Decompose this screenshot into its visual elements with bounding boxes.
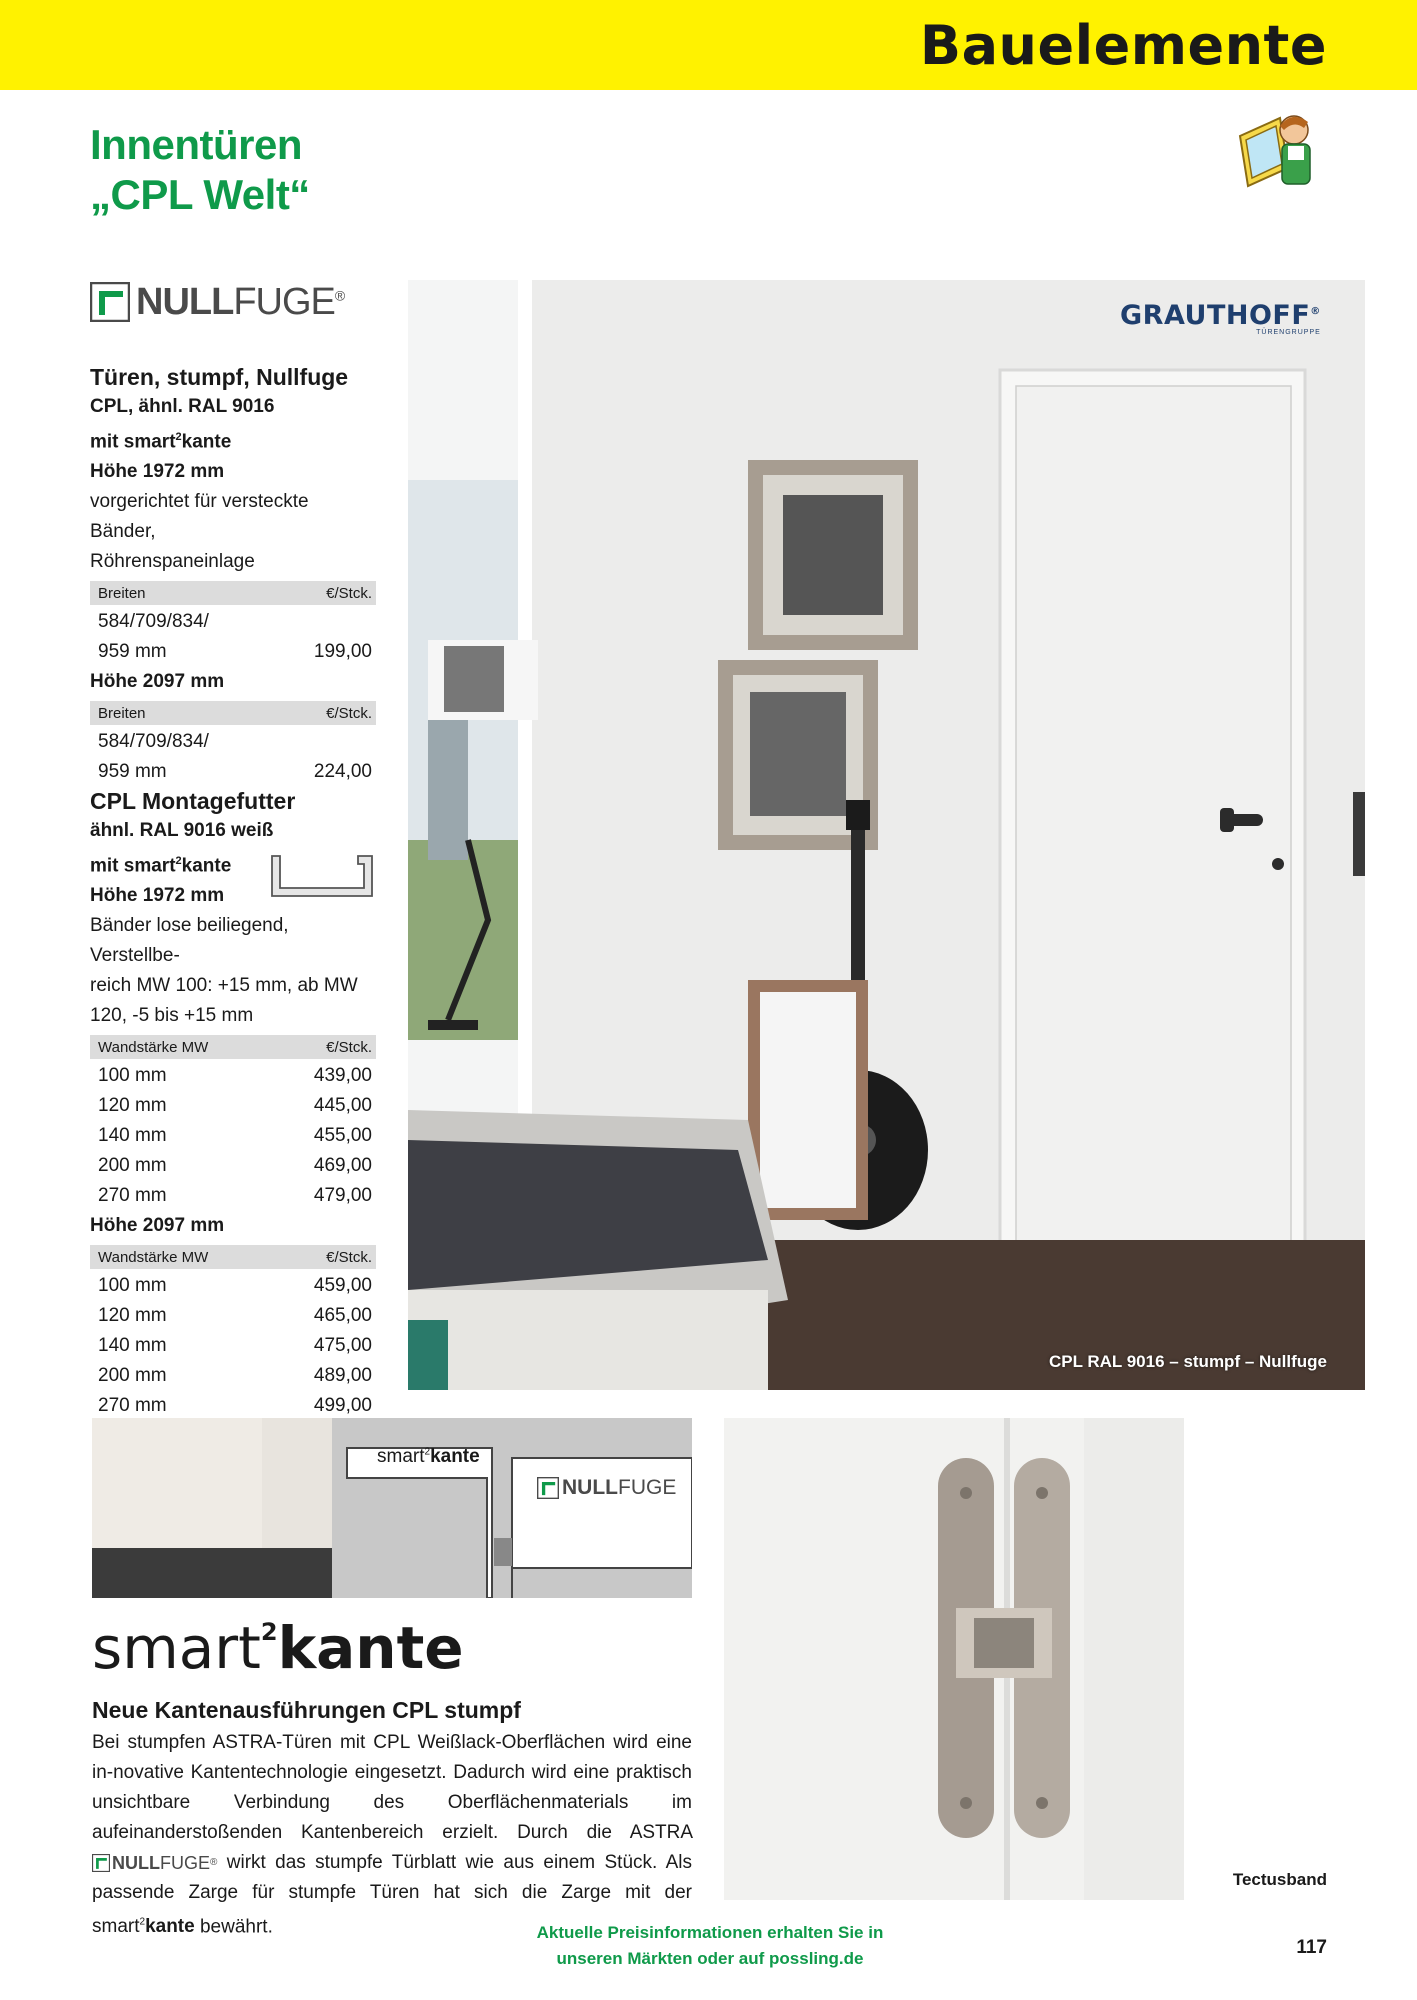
table-row <box>90 1061 376 1091</box>
futter-title: CPL Montagefutter <box>90 788 296 814</box>
nullfuge-mark-icon <box>90 282 130 322</box>
nullfuge-mark-icon <box>92 1854 110 1872</box>
doors-line-2 <box>90 422 376 457</box>
hinge-caption: Tectusband <box>1232 1870 1327 1889</box>
wall-thickness-value: 270 mm <box>98 1185 167 1207</box>
photo-caption: CPL RAL 9016 – stumpf – Nullfuge <box>1048 1352 1327 1371</box>
doors-line-4: vorgerichtet für versteckte Bänder, <box>90 491 309 543</box>
col-wandstaerke: Wandstärke MW <box>98 1038 209 1056</box>
price-value: 455,00 <box>313 1125 372 1147</box>
sk-paragraph-3: bewährt. <box>199 1916 273 1938</box>
sk-logo-sup: 2 <box>260 1618 278 1646</box>
room-scene-illustration <box>408 280 1365 1390</box>
price-value: 479,00 <box>313 1185 372 1207</box>
price-value: 499,00 <box>313 1395 372 1417</box>
table-row <box>90 1271 376 1301</box>
grauthoff-brand: GRAUTHOFF <box>1120 300 1311 331</box>
width-value: 959 mm <box>98 761 167 783</box>
wall-thickness-value: 100 mm <box>98 1065 167 1087</box>
col-breiten: Breiten <box>98 584 146 602</box>
futter-line-4: Bänder lose beiliegend, Verstellbe- <box>90 915 289 967</box>
table-row <box>90 1301 376 1331</box>
smartkante-body <box>92 1728 692 1942</box>
tectus-hinge-illustration <box>724 1418 1184 1900</box>
price-value: 439,00 <box>313 1065 372 1087</box>
wall-thickness-value: 120 mm <box>98 1305 167 1327</box>
price-value: 445,00 <box>313 1095 372 1117</box>
nullfuge-wordmark <box>136 281 344 324</box>
doors-line-1: CPL, ähnl. RAL 9016 <box>90 396 275 417</box>
width-value: 584/709/834/ <box>98 611 209 633</box>
width-value: 959 mm <box>98 641 167 663</box>
edge-label-pre: smart <box>377 1446 425 1467</box>
section-title: Bauelemente <box>919 14 1327 77</box>
inline-nullfuge-logo <box>92 1848 217 1878</box>
edge-smartkante-label <box>377 1446 480 1468</box>
doors-table1-header <box>90 581 376 605</box>
price-value: 469,00 <box>313 1155 372 1177</box>
inline-sk-pre: smart <box>92 1916 140 1938</box>
table-row <box>90 1391 376 1421</box>
nullfuge-reg: ® <box>334 286 345 303</box>
nullfuge-mark-icon <box>537 1477 559 1499</box>
price-value: 224,00 <box>313 761 372 783</box>
futter-l2-post: kante <box>181 855 232 877</box>
table-row <box>90 1181 376 1211</box>
edge-nf-bold: NULL <box>562 1476 618 1499</box>
table-row <box>90 757 376 787</box>
futter-l2-sup: 2 <box>175 855 182 867</box>
futter-line-1: ähnl. RAL 9016 weiß <box>90 820 274 841</box>
wall-thickness-value: 100 mm <box>98 1275 167 1297</box>
wall-thickness-value: 200 mm <box>98 1365 167 1387</box>
edge-label-post: kante <box>430 1446 480 1467</box>
sk-paragraph-2: wirkt das stumpfe Türblatt wie aus einem Stück. Als passende Zarge für stumpfe Türen hat sich die Zarge mit der <box>92 1852 692 1904</box>
room-photo <box>408 280 1365 1390</box>
futter-line-3: Höhe 1972 mm <box>90 885 225 907</box>
doors-height-2: Höhe 2097 mm <box>90 671 225 693</box>
grauthoff-name <box>1120 300 1321 331</box>
footer-line-2: unseren Märkten oder auf possling.de <box>556 1949 864 1968</box>
grauthoff-reg: ® <box>1310 306 1321 317</box>
table-row <box>90 727 376 757</box>
wall-thickness-value: 120 mm <box>98 1095 167 1117</box>
edge-label-sup: 2 <box>424 1446 431 1458</box>
inline-nf-reg: ® <box>210 1857 218 1868</box>
grauthoff-sub: TÜRENGRUPPE <box>1256 329 1321 336</box>
doors-title: Türen, stumpf, Nullfuge <box>90 364 349 390</box>
col-price: €/Stck. <box>326 704 372 722</box>
inline-sk-post: kante <box>145 1916 195 1938</box>
table-row <box>90 1121 376 1151</box>
price-value: 475,00 <box>313 1335 372 1357</box>
futter-line-6: 120, -5 bis +15 mm <box>90 1005 254 1027</box>
doors-l2-pre: mit smart <box>90 431 176 453</box>
doors-l2-post: kante <box>181 431 232 453</box>
sk-paragraph-1: Bei stumpfen ASTRA-Türen mit CPL Weißlack-Oberflächen wird eine in-novative Kantentechnologie eingesetzt. Dadurch wird eine praktisch unsichtbare Verbindung des Oberflächenmaterials im aufeinanderstoßenden Kantenbereich erzielt. Durch die ASTRA <box>92 1732 692 1843</box>
craftsman-mascot-icon <box>1232 106 1324 192</box>
futter-table1-header <box>90 1035 376 1059</box>
page-title-line-2: „CPL Welt“ <box>90 171 310 218</box>
edge-nullfuge-logo <box>537 1476 676 1500</box>
edge-diagram <box>92 1418 692 1598</box>
nullfuge-light: FUGE <box>233 280 335 323</box>
smartkante-title: Neue Kantenausführungen CPL stumpf <box>92 1697 521 1723</box>
inline-nf-light: FUGE <box>160 1853 211 1873</box>
futter-line-5: reich MW 100: +15 mm, ab MW <box>90 975 358 997</box>
montagefutter-profile-icon <box>268 852 378 904</box>
hinge-photo <box>724 1418 1184 1900</box>
width-value: 584/709/834/ <box>98 731 209 753</box>
col-wandstaerke: Wandstärke MW <box>98 1248 209 1266</box>
footer-line-1: Aktuelle Preisinformationen erhalten Sie in <box>536 1923 884 1942</box>
futter-l2-pre: mit smart <box>90 855 176 877</box>
price-value: 489,00 <box>313 1365 372 1387</box>
col-price: €/Stck. <box>326 1038 372 1056</box>
nullfuge-bold: NULL <box>136 280 234 323</box>
col-price: €/Stck. <box>326 584 372 602</box>
smartkante-logo <box>92 1614 464 1682</box>
doors-line-5: Röhrenspaneinlage <box>90 551 255 573</box>
doors-table2-header <box>90 701 376 725</box>
futter-height-2: Höhe 2097 mm <box>90 1215 225 1237</box>
inline-nf-bold: NULL <box>112 1853 160 1873</box>
inline-sk-sup: 2 <box>139 1917 146 1929</box>
wall-thickness-value: 200 mm <box>98 1155 167 1177</box>
page-title <box>90 120 310 220</box>
wall-thickness-value: 140 mm <box>98 1335 167 1357</box>
inline-smartkante <box>92 1916 195 1937</box>
page-number: 117 <box>1296 1937 1327 1958</box>
doors-line-3: Höhe 1972 mm <box>90 461 225 483</box>
wall-thickness-value: 270 mm <box>98 1395 167 1417</box>
futter-table2-body <box>90 1271 376 1421</box>
doors-section <box>90 362 376 787</box>
price-value: 459,00 <box>313 1275 372 1297</box>
table-row <box>90 1151 376 1181</box>
price-value: 199,00 <box>313 641 372 663</box>
col-breiten: Breiten <box>98 704 146 722</box>
edge-nf-light: FUGE <box>618 1476 677 1499</box>
sk-logo-pre: smart <box>92 1614 261 1682</box>
table-row <box>90 1361 376 1391</box>
edge-diagram-illustration <box>92 1418 692 1598</box>
price-value: 465,00 <box>313 1305 372 1327</box>
table-row <box>90 637 376 667</box>
footer-note <box>480 1920 940 1972</box>
page-title-line-1: Innentüren <box>90 121 302 168</box>
futter-table2-header <box>90 1245 376 1269</box>
table-row <box>90 1091 376 1121</box>
futter-table1-body <box>90 1061 376 1211</box>
col-price: €/Stck. <box>326 1248 372 1266</box>
nullfuge-logo <box>90 282 344 322</box>
wall-thickness-value: 140 mm <box>98 1125 167 1147</box>
doors-l2-sup: 2 <box>175 431 182 443</box>
sk-logo-post: kante <box>277 1614 464 1682</box>
grauthoff-logo <box>1120 300 1321 336</box>
table-row <box>90 607 376 637</box>
table-row <box>90 1331 376 1361</box>
